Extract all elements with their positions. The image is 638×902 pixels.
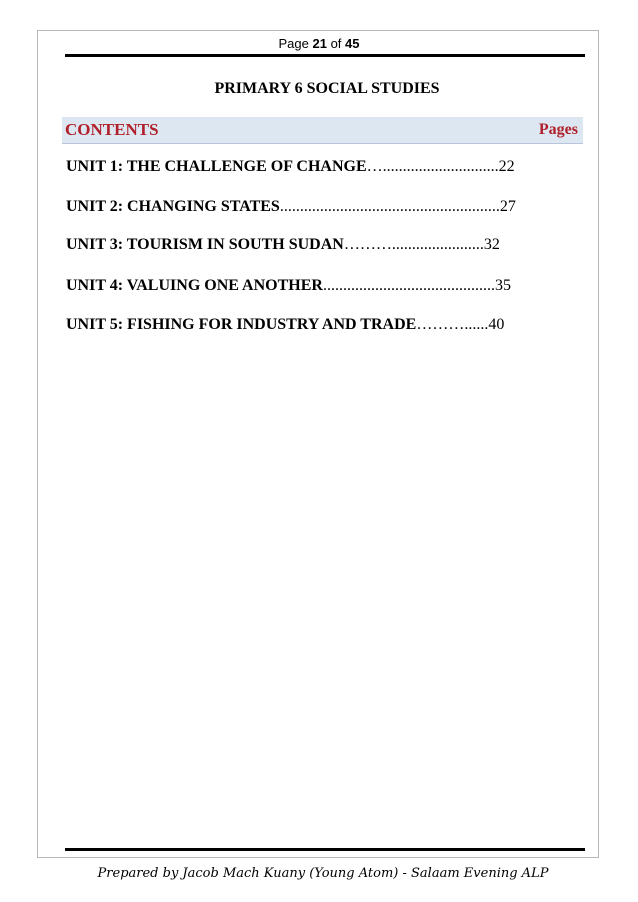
toc-entry-unit-2 <box>66 198 516 216</box>
toc-entry-unit-4 <box>66 277 511 295</box>
page-prefix: Page <box>278 36 309 51</box>
toc-entry-title: UNIT 5: FISHING FOR INDUSTRY AND TRADE <box>66 316 417 333</box>
toc-entry-title: UNIT 3: TOURISM IN SOUTH SUDAN <box>66 236 344 253</box>
toc-entry-title: UNIT 1: THE CHALLENGE OF CHANGE <box>66 158 367 175</box>
page-number <box>0 36 638 51</box>
toc-entry-unit-5 <box>66 316 504 334</box>
contents-label: CONTENTS <box>65 120 159 139</box>
toc-leader-dots: ………...... <box>416 316 489 333</box>
toc-entry-page: 27 <box>499 198 516 215</box>
toc-leader-dots: …............................. <box>366 158 499 175</box>
toc-leader-dots: ………....................... <box>343 236 484 253</box>
page-of: of <box>330 36 342 51</box>
document-title: PRIMARY 6 SOCIAL STUDIES <box>214 80 440 97</box>
toc-entry-page: 40 <box>488 316 505 333</box>
page-frame <box>37 30 599 858</box>
footer-rule <box>65 848 585 851</box>
toc-entry-page: 32 <box>483 236 500 253</box>
toc-entry-page: 22 <box>498 158 515 175</box>
toc-entry-unit-3 <box>66 236 500 254</box>
header-rule <box>65 54 585 57</box>
toc-leader-dots: ........................................... <box>322 277 495 294</box>
toc-entry-title: UNIT 2: CHANGING STATES <box>66 198 280 215</box>
footer-credit: Prepared by Jacob Mach Kuany (Young Atom) - Salaam Evening ALP <box>97 866 549 881</box>
pages-label: Pages <box>538 121 578 138</box>
toc-entry-page: 35 <box>494 277 511 294</box>
toc-entry-title: UNIT 4: VALUING ONE ANOTHER <box>66 277 323 294</box>
toc-leader-dots: ....................................................... <box>279 198 500 215</box>
page-total: 45 <box>345 36 360 51</box>
toc-entry-unit-1 <box>66 158 515 176</box>
page-current: 21 <box>312 36 327 51</box>
contents-header-bar <box>62 117 583 144</box>
